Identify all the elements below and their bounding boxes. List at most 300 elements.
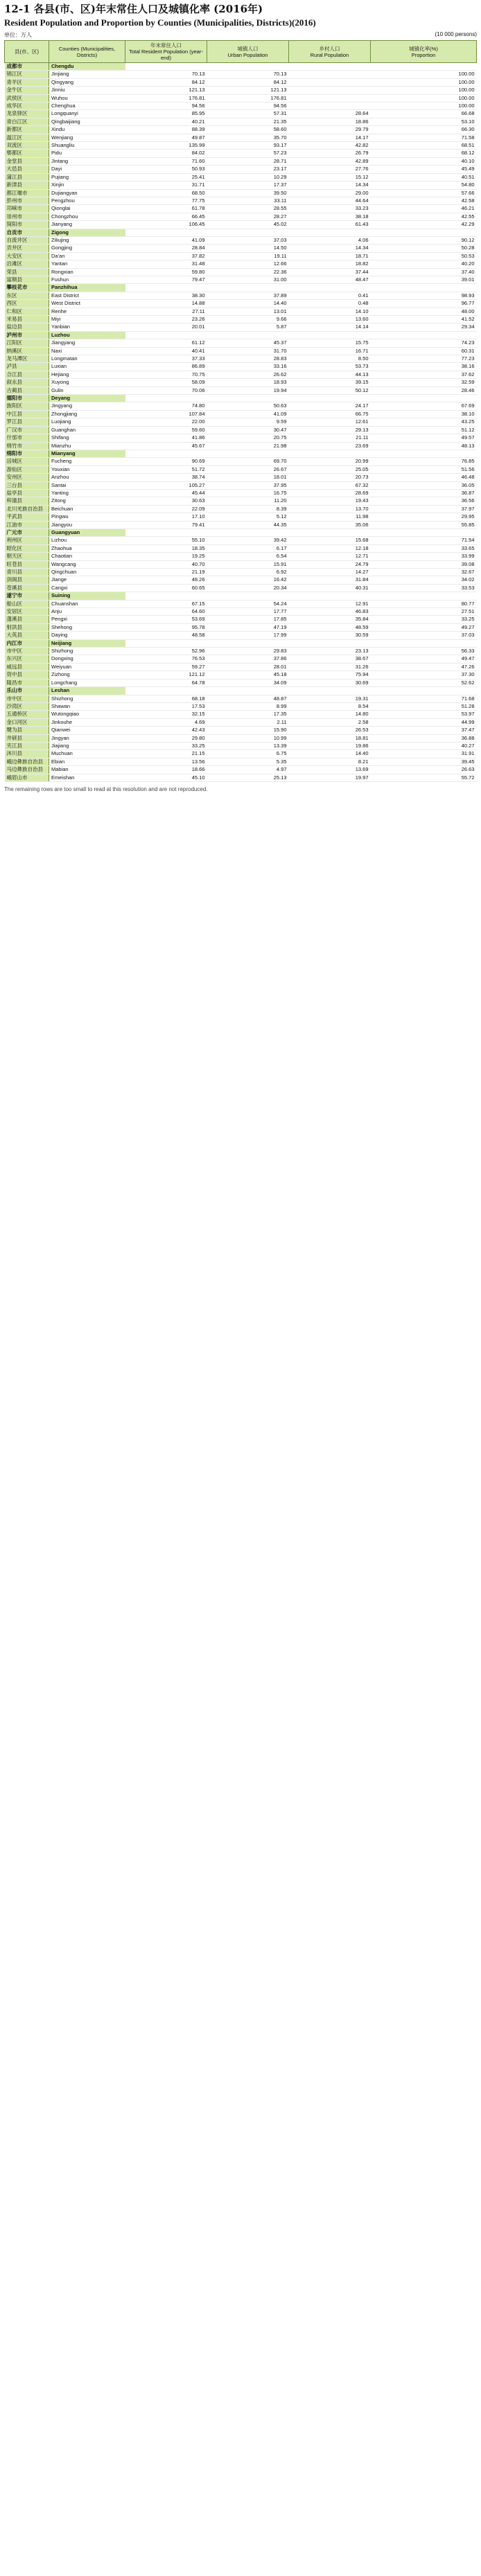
county-name-en: Pidu <box>49 150 125 157</box>
rural-population-cell <box>289 87 371 94</box>
table-row <box>5 632 477 639</box>
total-population-cell: 59.27 <box>125 663 207 670</box>
total-population-cell: 70.75 <box>125 371 207 378</box>
rural-population-cell: 21.11 <box>289 434 371 442</box>
total-population-cell: 45.10 <box>125 774 207 781</box>
rural-population-cell: 4.06 <box>289 236 371 244</box>
urban-population-cell: 10.29 <box>207 173 289 181</box>
urban-population-cell: 20.75 <box>207 434 289 442</box>
county-name-cn: 隆昌市 <box>5 679 49 686</box>
county-name-en: Pingwu <box>49 513 125 521</box>
urbanization-rate-cell: 100.00 <box>371 87 477 94</box>
urban-population-cell: 17.35 <box>207 711 289 718</box>
county-name-cn: 游仙区 <box>5 465 49 473</box>
rural-population-cell: 29.79 <box>289 126 371 134</box>
header-urban-en: Urban Population <box>227 51 268 58</box>
rural-population-cell: 44.13 <box>289 371 371 378</box>
county-name-en: Wangcang <box>49 560 125 568</box>
rural-population-cell: 14.14 <box>289 323 371 331</box>
urbanization-rate-cell: 71.54 <box>371 537 477 544</box>
county-name-cn: 叙永县 <box>5 379 49 387</box>
county-name-en: Qianwei <box>49 727 125 734</box>
urbanization-rate-cell: 29.95 <box>371 513 477 521</box>
urbanization-rate-cell: 40.27 <box>371 742 477 749</box>
region-name-en: Mianyang <box>49 450 125 457</box>
urbanization-rate-cell: 66.68 <box>371 110 477 118</box>
table-row <box>5 679 477 686</box>
rural-population-cell: 0.41 <box>289 292 371 299</box>
table-row <box>5 766 477 774</box>
region-name-en: Leshan <box>49 687 125 695</box>
region-name-cn: 遂宁市 <box>5 592 49 600</box>
urban-population-cell: 57.31 <box>207 110 289 118</box>
table-row <box>5 671 477 679</box>
rural-population-cell: 18.81 <box>289 734 371 742</box>
urbanization-rate-cell: 51.28 <box>371 702 477 710</box>
county-name-cn: 都江堰市 <box>5 189 49 197</box>
total-population-cell: 61.78 <box>125 205 207 213</box>
urban-population-cell: 26.62 <box>207 371 289 378</box>
table-row <box>5 292 477 299</box>
urban-population-cell: 15.90 <box>207 727 289 734</box>
county-name-cn: 青川县 <box>5 569 49 576</box>
table-row <box>5 442 477 450</box>
table-row <box>5 87 477 94</box>
table-row <box>5 387 477 394</box>
county-name-en: Zhongjiang <box>49 410 125 418</box>
urban-population-cell: 14.50 <box>207 245 289 252</box>
rural-population-cell: 29.00 <box>289 189 371 197</box>
table-row <box>5 481 477 489</box>
rural-population-cell: 2.58 <box>289 718 371 726</box>
table-row <box>5 718 477 726</box>
cell-empty <box>371 229 477 236</box>
urban-population-cell: 28.83 <box>207 355 289 363</box>
urban-population-cell: 44.35 <box>207 521 289 528</box>
total-population-cell: 14.88 <box>125 300 207 308</box>
table-row <box>5 758 477 765</box>
table-row <box>5 576 477 584</box>
county-name-en: Muchuan <box>49 750 125 758</box>
county-name-cn: 中江县 <box>5 410 49 418</box>
county-name-en: Jingyang <box>49 402 125 410</box>
county-name-cn: 五通桥区 <box>5 711 49 718</box>
table-row <box>5 410 477 418</box>
cell-empty <box>371 395 477 402</box>
urban-population-cell: 13.39 <box>207 742 289 749</box>
urban-population-cell: 14.40 <box>207 300 289 308</box>
total-population-cell: 86.89 <box>125 363 207 371</box>
rural-population-cell: 75.94 <box>289 671 371 679</box>
rural-population-cell: 61.43 <box>289 221 371 229</box>
rural-population-cell: 8.54 <box>289 702 371 710</box>
urbanization-rate-cell: 49.47 <box>371 655 477 663</box>
county-name-en: Longmatan <box>49 355 125 363</box>
urbanization-rate-cell: 74.23 <box>371 339 477 347</box>
total-population-cell: 106.45 <box>125 221 207 229</box>
table-row <box>5 418 477 426</box>
county-name-en: Anju <box>49 608 125 616</box>
rural-population-cell: 12.91 <box>289 600 371 607</box>
rural-population-cell: 13.69 <box>289 766 371 774</box>
total-population-cell: 17.53 <box>125 702 207 710</box>
county-name-en: Jiangyang <box>49 339 125 347</box>
rural-population-cell: 14.40 <box>289 750 371 758</box>
region-name-en: Panzhihua <box>49 284 125 292</box>
total-population-cell: 52.96 <box>125 648 207 655</box>
urban-population-cell: 31.70 <box>207 347 289 355</box>
urbanization-rate-cell: 32.59 <box>371 379 477 387</box>
county-name-en: Cangxi <box>49 584 125 592</box>
county-name-cn: 蓬溪县 <box>5 616 49 623</box>
county-name-cn: 市中区 <box>5 648 49 655</box>
table-row <box>5 355 477 363</box>
county-name-en: Zhaohua <box>49 544 125 552</box>
total-population-cell: 76.53 <box>125 655 207 663</box>
rural-population-cell: 14.34 <box>289 181 371 189</box>
county-name-cn: 荣县 <box>5 268 49 276</box>
county-name-cn: 富顺县 <box>5 276 49 283</box>
urban-population-cell: 47.19 <box>207 623 289 631</box>
total-population-cell: 17.10 <box>125 513 207 521</box>
table-row <box>5 600 477 607</box>
urbanization-rate-cell: 49.57 <box>371 434 477 442</box>
county-name-cn: 绵竹市 <box>5 442 49 450</box>
county-name-en: Dayi <box>49 166 125 173</box>
unit-label-en: (10 000 persons) <box>435 31 477 37</box>
cell-empty <box>125 331 207 339</box>
total-population-cell: 20.01 <box>125 323 207 331</box>
urban-population-cell: 35.70 <box>207 134 289 141</box>
table-row <box>5 300 477 308</box>
cell-empty <box>207 528 289 536</box>
urban-population-cell: 8.99 <box>207 702 289 710</box>
rural-population-cell: 33.23 <box>289 205 371 213</box>
county-name-cn: 威远县 <box>5 663 49 670</box>
urban-population-cell: 37.86 <box>207 655 289 663</box>
county-name-en: Chuanshan <box>49 600 125 607</box>
rural-population-cell: 8.50 <box>289 355 371 363</box>
county-name-cn: 武侯区 <box>5 94 49 102</box>
urbanization-rate-cell: 43.25 <box>371 418 477 426</box>
total-population-cell: 85.95 <box>125 110 207 118</box>
county-name-cn: 北川羌族自治县 <box>5 505 49 513</box>
county-name-en: Yanbian <box>49 323 125 331</box>
county-name-cn: 新都区 <box>5 126 49 134</box>
county-name-en: Qingyang <box>49 78 125 86</box>
county-name-en: Da'an <box>49 252 125 260</box>
rural-population-cell: 24.79 <box>289 560 371 568</box>
table-row <box>5 221 477 229</box>
table-title-cn: 12-1 各县(市、区)年末常住人口及城镇化率 (2016年) <box>4 3 263 15</box>
region-name-cn: 德阳市 <box>5 395 49 402</box>
rural-population-cell: 23.69 <box>289 442 371 450</box>
urbanization-rate-cell: 49.27 <box>371 623 477 631</box>
total-population-cell: 45.44 <box>125 489 207 497</box>
county-name-en: Chenghua <box>49 103 125 110</box>
region-name-cn: 乐山市 <box>5 687 49 695</box>
table-row <box>5 213 477 220</box>
urbanization-rate-cell: 42.29 <box>371 221 477 229</box>
group-header-row <box>5 450 477 457</box>
table-row <box>5 118 477 125</box>
total-population-cell: 84.02 <box>125 150 207 157</box>
county-name-cn: 青白江区 <box>5 118 49 125</box>
county-name-cn: 利州区 <box>5 537 49 544</box>
county-name-cn: 旺苍县 <box>5 560 49 568</box>
table-row <box>5 173 477 181</box>
total-population-cell: 38.30 <box>125 292 207 299</box>
cell-empty <box>289 284 371 292</box>
urbanization-rate-cell: 50.53 <box>371 252 477 260</box>
urban-population-cell: 33.16 <box>207 363 289 371</box>
county-name-cn: 东兴区 <box>5 655 49 663</box>
rural-population-cell: 29.13 <box>289 426 371 434</box>
county-name-en: Shuangliu <box>49 142 125 150</box>
total-population-cell: 135.99 <box>125 142 207 150</box>
total-population-cell: 50.93 <box>125 166 207 173</box>
urban-population-cell: 39.42 <box>207 537 289 544</box>
county-name-cn: 郫都区 <box>5 150 49 157</box>
region-name-cn: 绵阳市 <box>5 450 49 457</box>
urban-population-cell: 5.35 <box>207 758 289 765</box>
urbanization-rate-cell: 31.91 <box>371 750 477 758</box>
rural-population-cell: 12.18 <box>289 544 371 552</box>
county-name-en: Beichuan <box>49 505 125 513</box>
unit-row <box>4 31 477 39</box>
urbanization-rate-cell: 38.16 <box>371 363 477 371</box>
county-name-en: Ziliujing <box>49 236 125 244</box>
rural-population-cell: 44.64 <box>289 197 371 204</box>
rural-population-cell: 50.12 <box>289 387 371 394</box>
county-name-cn: 金口河区 <box>5 718 49 726</box>
county-name-en: Pengzhou <box>49 197 125 204</box>
rural-population-cell: 14.17 <box>289 134 371 141</box>
county-name-en: Jinkouhe <box>49 718 125 726</box>
table-row <box>5 616 477 623</box>
group-header-row <box>5 331 477 339</box>
county-name-cn: 米易县 <box>5 316 49 323</box>
table-row <box>5 497 477 505</box>
total-population-cell: 45.67 <box>125 442 207 450</box>
total-population-cell: 58.09 <box>125 379 207 387</box>
county-name-cn: 简阳市 <box>5 221 49 229</box>
cell-empty <box>207 639 289 647</box>
header-urban-cn: 城镇人口 <box>237 45 259 52</box>
urban-population-cell: 57.23 <box>207 150 289 157</box>
rural-population-cell <box>289 103 371 110</box>
table-row <box>5 553 477 560</box>
rural-population-cell: 38.18 <box>289 213 371 220</box>
county-name-cn: 东区 <box>5 292 49 299</box>
table-row <box>5 71 477 78</box>
county-name-cn: 剑阁县 <box>5 576 49 584</box>
rural-population-cell: 12.61 <box>289 418 371 426</box>
county-name-cn: 夹江县 <box>5 742 49 749</box>
rural-population-cell: 28.69 <box>289 489 371 497</box>
table-row <box>5 584 477 592</box>
rural-population-cell: 19.86 <box>289 742 371 749</box>
urban-population-cell: 58.60 <box>207 126 289 134</box>
cell-empty <box>289 331 371 339</box>
urban-population-cell: 39.50 <box>207 189 289 197</box>
table-row <box>5 750 477 758</box>
county-name-cn: 大邑县 <box>5 166 49 173</box>
total-population-cell: 31.71 <box>125 181 207 189</box>
urbanization-rate-cell: 71.68 <box>371 695 477 702</box>
total-population-cell: 84.12 <box>125 78 207 86</box>
total-population-cell: 88.39 <box>125 126 207 134</box>
urbanization-rate-cell: 55.85 <box>371 521 477 528</box>
urbanization-rate-cell: 33.53 <box>371 584 477 592</box>
county-name-en: Longquanyi <box>49 110 125 118</box>
table-row <box>5 742 477 749</box>
table-row <box>5 608 477 616</box>
table-row <box>5 134 477 141</box>
rural-population-cell: 42.82 <box>289 142 371 150</box>
county-name-cn: 龙马潭区 <box>5 355 49 363</box>
county-name-cn: 自流井区 <box>5 236 49 244</box>
table-title-en: Resident Population and Proportion by Counties (Municipalities, Districts)(2016) <box>4 17 316 28</box>
rural-population-cell: 30.69 <box>289 679 371 686</box>
county-name-en: Fucheng <box>49 458 125 465</box>
county-name-en: Pujiang <box>49 173 125 181</box>
urban-population-cell: 69.70 <box>207 458 289 465</box>
urban-population-cell: 50.63 <box>207 402 289 410</box>
urbanization-rate-cell: 51.12 <box>371 426 477 434</box>
county-name-en: Fushun <box>49 276 125 283</box>
urban-population-cell: 15.91 <box>207 560 289 568</box>
county-name-cn: 沐川县 <box>5 750 49 758</box>
rural-population-cell: 16.71 <box>289 347 371 355</box>
rural-population-cell: 46.83 <box>289 608 371 616</box>
urbanization-rate-cell: 36.05 <box>371 481 477 489</box>
county-name-en: Shizhong <box>49 648 125 655</box>
county-name-en: Chaotian <box>49 553 125 560</box>
urban-population-cell: 10.99 <box>207 734 289 742</box>
urban-population-cell: 17.77 <box>207 608 289 616</box>
county-name-cn: 西区 <box>5 300 49 308</box>
county-name-en: East District <box>49 292 125 299</box>
cell-empty <box>371 592 477 600</box>
table-row <box>5 323 477 331</box>
total-population-cell: 48.58 <box>125 632 207 639</box>
rural-population-cell: 27.76 <box>289 166 371 173</box>
transcription-note: The remaining rows are too small to read at this resolution and are not reproduced. <box>4 785 208 792</box>
county-name-cn: 朝天区 <box>5 553 49 560</box>
urban-population-cell: 48.87 <box>207 695 289 702</box>
cell-empty <box>289 395 371 402</box>
rural-population-cell: 24.17 <box>289 402 371 410</box>
region-name-en: Zigong <box>49 229 125 236</box>
table-row <box>5 663 477 670</box>
cell-empty <box>371 63 477 71</box>
urbanization-rate-cell: 40.20 <box>371 260 477 268</box>
county-name-cn: 合江县 <box>5 371 49 378</box>
urban-population-cell: 176.81 <box>207 94 289 102</box>
urbanization-rate-cell: 39.45 <box>371 758 477 765</box>
county-name-cn: 泸县 <box>5 363 49 371</box>
total-population-cell: 60.65 <box>125 584 207 592</box>
urban-population-cell: 5.87 <box>207 323 289 331</box>
rural-population-cell: 42.89 <box>289 157 371 165</box>
total-population-cell: 29.80 <box>125 734 207 742</box>
rural-population-cell: 0.48 <box>289 300 371 308</box>
urbanization-rate-cell: 37.03 <box>371 632 477 639</box>
county-name-en: Dongxing <box>49 655 125 663</box>
urbanization-rate-cell: 27.51 <box>371 608 477 616</box>
urban-population-cell: 31.00 <box>207 276 289 283</box>
county-name-cn: 射洪县 <box>5 623 49 631</box>
total-population-cell: 61.12 <box>125 339 207 347</box>
county-name-en: Wutongqiao <box>49 711 125 718</box>
table-row <box>5 695 477 702</box>
county-name-en: Daying <box>49 632 125 639</box>
cell-empty <box>207 331 289 339</box>
county-name-en: Rongxian <box>49 268 125 276</box>
urbanization-rate-cell: 42.58 <box>371 197 477 204</box>
total-population-cell: 90.69 <box>125 458 207 465</box>
cell-empty <box>289 639 371 647</box>
total-population-cell: 79.47 <box>125 276 207 283</box>
table-row <box>5 711 477 718</box>
total-population-cell: 31.48 <box>125 260 207 268</box>
table-body <box>5 63 477 782</box>
rural-population-cell: 48.47 <box>289 276 371 283</box>
urban-population-cell: 17.99 <box>207 632 289 639</box>
urban-population-cell: 8.39 <box>207 505 289 513</box>
urbanization-rate-cell: 33.65 <box>371 544 477 552</box>
rural-population-cell: 20.99 <box>289 458 371 465</box>
county-name-en: Ebian <box>49 758 125 765</box>
total-population-cell: 30.63 <box>125 497 207 505</box>
urban-population-cell: 21.35 <box>207 118 289 125</box>
county-name-en: Luojiang <box>49 418 125 426</box>
table-row <box>5 734 477 742</box>
rural-population-cell: 14.80 <box>289 711 371 718</box>
table-row <box>5 648 477 655</box>
total-population-cell: 94.56 <box>125 103 207 110</box>
county-name-en: Qingbaijiang <box>49 118 125 125</box>
rural-population-cell: 14.10 <box>289 308 371 315</box>
county-name-cn: 广汉市 <box>5 426 49 434</box>
urbanization-rate-cell: 36.56 <box>371 497 477 505</box>
total-population-cell: 64.60 <box>125 608 207 616</box>
cell-empty <box>289 687 371 695</box>
county-name-en: Shizhong <box>49 695 125 702</box>
rural-population-cell: 13.60 <box>289 316 371 323</box>
county-name-cn: 贡井区 <box>5 245 49 252</box>
region-name-cn: 成都市 <box>5 63 49 71</box>
urbanization-rate-cell: 53.97 <box>371 711 477 718</box>
table-row <box>5 166 477 173</box>
total-population-cell: 25.41 <box>125 173 207 181</box>
urban-population-cell: 18.93 <box>207 379 289 387</box>
rural-population-cell: 19.97 <box>289 774 371 781</box>
total-population-cell: 33.25 <box>125 742 207 749</box>
total-population-cell: 42.43 <box>125 727 207 734</box>
county-name-en: Miyi <box>49 316 125 323</box>
total-population-cell: 18.66 <box>125 766 207 774</box>
total-population-cell: 74.80 <box>125 402 207 410</box>
rural-population-cell: 19.31 <box>289 695 371 702</box>
cell-empty <box>125 284 207 292</box>
urban-population-cell: 17.85 <box>207 616 289 623</box>
county-name-en: Pengxi <box>49 616 125 623</box>
table-row <box>5 402 477 410</box>
rural-population-cell: 12.71 <box>289 553 371 560</box>
table-row <box>5 569 477 576</box>
